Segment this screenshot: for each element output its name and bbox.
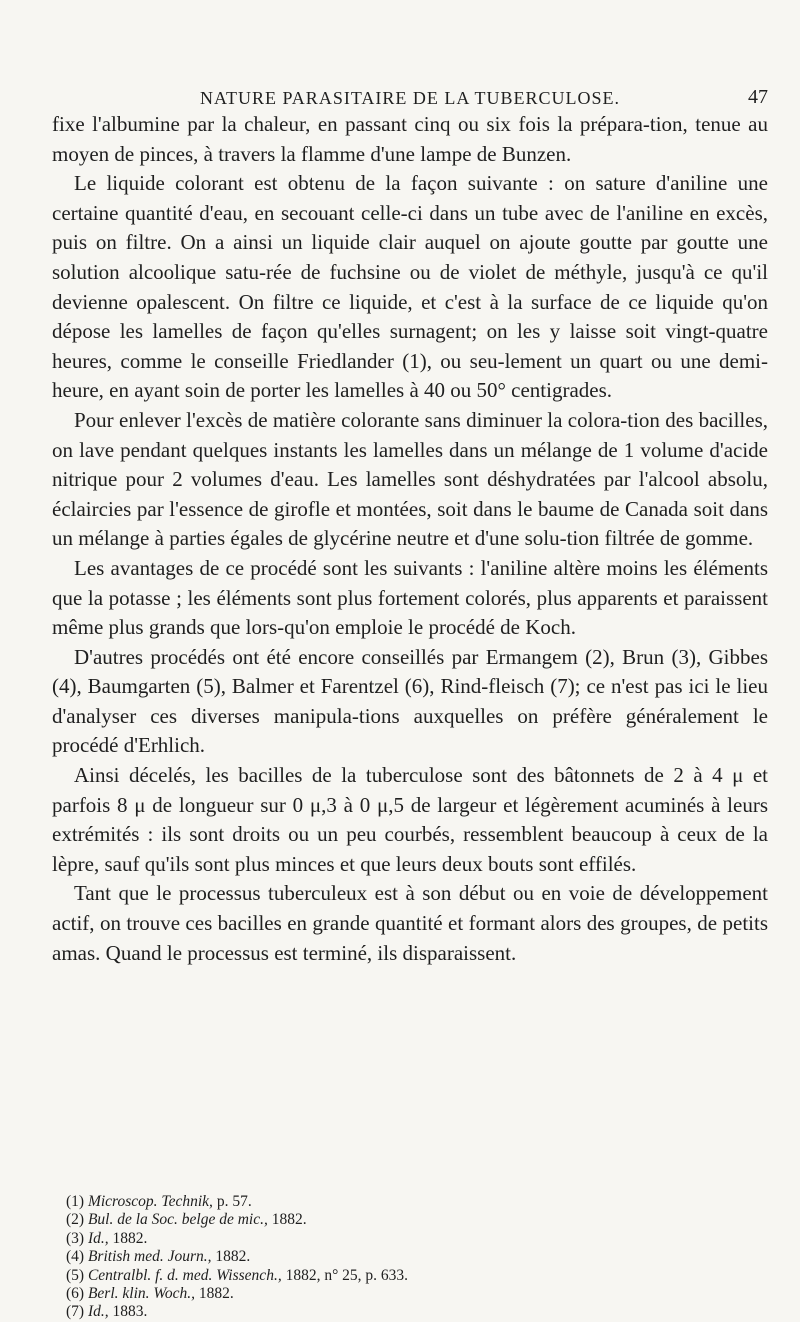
footnote <box>66 1248 766 1266</box>
footnote-source: Id., <box>87 1229 109 1247</box>
footnote <box>66 1267 766 1285</box>
footnote-detail: 1882. <box>108 1229 148 1247</box>
footnote-source: Berl. klin. Woch., <box>87 1285 195 1303</box>
footnote-detail: 1882. <box>267 1211 307 1229</box>
paragraph: Ainsi décelés, les bacilles de la tuberculose sont des bâtonnets de 2 à 4 μ et parfois 8 μ de longueur sur 0 μ,3 à 0 μ,5 de largeur et légèrement acuminés à leurs extrémités : ils sont droits ou un peu courbés, ressemblent beaucoup à ceux de la lèpre, sauf qu'ils sont plus minces et que leurs deux bouts sont effilés. <box>52 763 768 876</box>
footnote <box>66 1211 766 1229</box>
footnote-number: (3) <box>66 1229 85 1247</box>
paragraph: Tant que le processus tuberculeux est à son début ou en voie de développement actif, on trouve ces bacilles en grande quantité et formant alors des groupes, de petits amas. Quand le processus est terminé, ils disparaissent. <box>52 881 768 965</box>
footnote <box>66 1303 766 1321</box>
footnote-number: (6) <box>66 1285 85 1303</box>
page-header <box>52 82 768 112</box>
footnote-number: (4) <box>66 1248 85 1266</box>
paragraph: Le liquide colorant est obtenu de la façon suivante : on sature d'aniline une certaine quantité d'eau, en secouant celle-ci dans un tube avec de l'aniline en excès, puis on filtre. On a ainsi un liquide clair auquel on ajoute goutte par goutte une solution alcoolique satu-rée de fuchsine ou de violet de méthyle, jusqu'à ce qu'il devienne opalescent. On filtre ce liquide, et c'est à la surface de ce liquide qu'on dépose les lamelles de façon qu'elles surnagent; on les y laisse soit vingt-quatre heures, comme le conseille Friedlander (1), ou seu-lement un quart ou une demi-heure, en ayant soin de porter les lamelles à 40 ou 50° centigrades. <box>52 171 768 403</box>
footnote-number: (2) <box>66 1211 85 1229</box>
footnote-number: (7) <box>66 1303 85 1321</box>
footnote-number: (5) <box>66 1266 85 1284</box>
footnote-source: Id., <box>87 1303 109 1321</box>
footnote-detail: 1883. <box>108 1303 148 1321</box>
footnote-detail: 1882. <box>211 1248 251 1266</box>
paragraph: Pour enlever l'excès de matière colorante sans diminuer la colora-tion des bacilles, on lave pendant quelques instants les lamelles dans un mélange de 1 volume d'acide nitrique pour 2 volumes d'eau. Les lamelles sont déshydratées par l'alcool absolu, éclaircies par l'essence de girofle et montées, soit dans le baume de Canada soit dans un mélange à parties égales de glycérine neutre et d'une solu-tion filtrée de gomme. <box>52 407 768 551</box>
running-title: NATURE PARASITAIRE DE LA TUBERCULOSE. <box>199 88 621 108</box>
body-text <box>52 110 768 968</box>
footnotes <box>66 1193 766 1322</box>
footnote-source: British med. Journ., <box>87 1248 212 1266</box>
footnote <box>66 1193 766 1211</box>
footnote <box>66 1285 766 1303</box>
footnote-source: Bul. de la Soc. belge de mic., <box>87 1211 268 1229</box>
footnote-source: Centralbl. f. d. med. Wissench., <box>87 1266 282 1284</box>
paragraph: Les avantages de ce procédé sont les suivants : l'aniline altère moins les éléments que la potasse ; les éléments sont plus fortement colorés, plus apparents et paraissent même plus grands que lors-qu'on emploie le procédé de Koch. <box>52 555 768 640</box>
paragraph: fixe l'albumine par la chaleur, en passant cinq ou six fois la prépara-tion, tenue au moyen de pinces, à travers la flamme d'une lampe de Bunzen. <box>52 112 768 166</box>
footnote-detail: 1882. <box>195 1285 234 1303</box>
footnote <box>66 1230 766 1248</box>
footnote-number: (1) <box>66 1193 85 1210</box>
page-number: 47 <box>748 86 768 108</box>
paragraph: D'autres procédés ont été encore conseillés par Ermangem (2), Brun (3), Gibbes (4), Baumgarten (5), Balmer et Farentzel (6), Rind-fleisch (7); ce n'est pas ici le lieu d'analyser ces diverses manipula-tions auxquelles on préfère généralement le procédé d'Erhlich. <box>52 644 768 758</box>
footnote-detail: p. 57. <box>212 1193 252 1210</box>
footnote-source: Microscop. Technik, <box>87 1193 213 1210</box>
footnote-detail: 1882, n° 25, p. 633. <box>281 1266 409 1284</box>
